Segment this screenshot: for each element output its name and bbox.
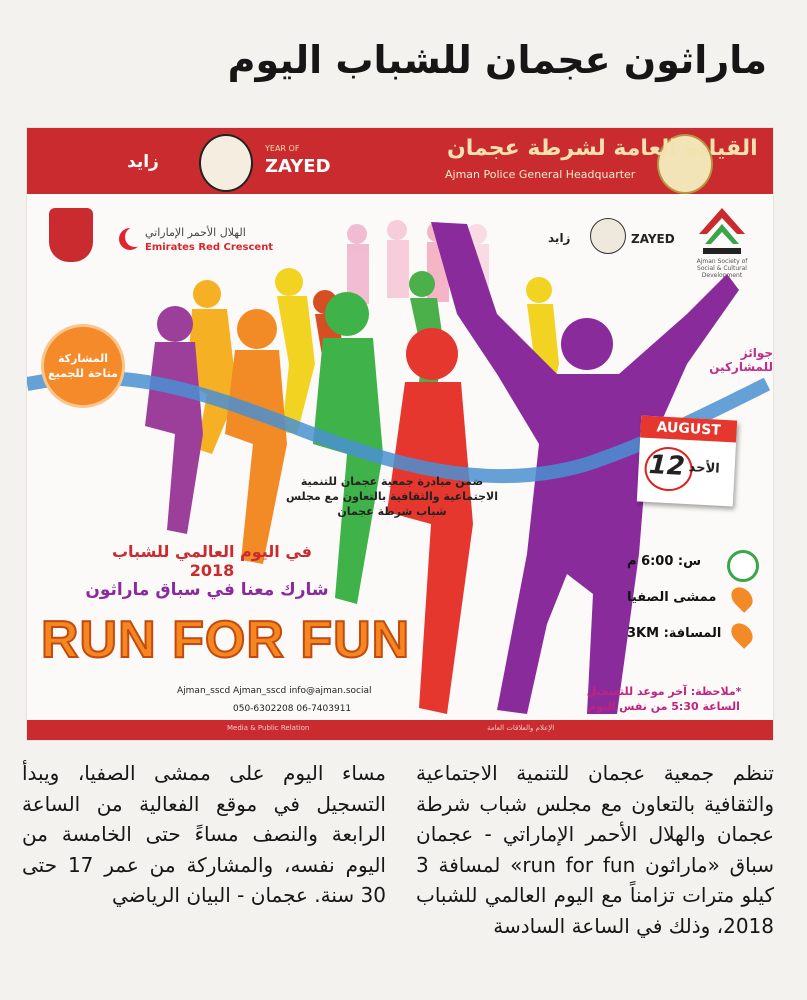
article-column-left: مساء اليوم على ممشى الصفيا، ويبدأ التسجيل في موقع الفعالية من الساعة الرابعة والنصف مساءً حتى الخامسة من اليوم نفسه، والمشاركة من عمر 17 حتى 30 سنة. عجمان - البيان الرياضي <box>22 761 386 907</box>
headline: ماراثون عجمان للشباب اليوم <box>227 38 767 82</box>
red-crescent-icon <box>119 228 141 250</box>
open-participation-badge: المشاركة متاحة للجميع <box>41 324 125 408</box>
bleed-through-text <box>0 0 807 40</box>
run-for-fun-title: RUN FOR FUN <box>41 611 411 669</box>
red-crescent-ar: الهلال الأحمر الإماراتي <box>145 226 246 239</box>
calendar-day-number: 12 <box>647 450 686 482</box>
footer-media-en: Media & Public Relation <box>227 724 310 732</box>
ministry-name: Ajman Society of Social & Cultural Development <box>696 258 748 279</box>
ministry-logo-icon <box>695 204 749 258</box>
poster-footer-banner <box>27 720 773 740</box>
social-handles: Ajman_sscd Ajman_sscd info@ajman.social <box>177 686 372 696</box>
join-us-text: شارك معنا في سباق ماراثون <box>85 580 329 600</box>
sheikh-zayed-portrait-icon <box>199 134 253 192</box>
calendar-day-name: الأحد <box>688 460 721 477</box>
registration-note: *ملاحظة: آخر موعد للتسجيل الساعة 5:30 من نفس اليوم <box>586 685 742 713</box>
calendar-icon <box>637 416 737 507</box>
poster-top-banner <box>27 128 773 194</box>
calendar-month: AUGUST <box>640 416 737 443</box>
zayed-small-en: ZAYED <box>631 232 675 246</box>
intl-youth-day: في اليوم العالمي للشباب 2018 <box>111 542 313 580</box>
society-logo-icon <box>49 208 93 262</box>
prizes-label: جوائز للمشاركين <box>709 346 773 374</box>
year-of-zayed-ar: زايد <box>127 152 159 172</box>
footer-media-ar: الإعلام والعلاقات العامة <box>487 724 555 732</box>
year-of-label: YEAR OF <box>265 144 300 153</box>
year-of-zayed-en: ZAYED <box>265 156 331 177</box>
event-distance: المسافة: 3KM <box>627 626 722 641</box>
police-name-en: Ajman Police General Headquarter <box>445 168 636 181</box>
clock-icon <box>727 550 759 582</box>
event-place: ممشى الصفيا <box>627 590 717 605</box>
initiative-text: ضمن مبادرة جمعية عجمان للتنمية الاجتماعية والثقافية بالتعاون مع مجلس شباب شرطة عجمان <box>285 475 499 518</box>
police-name-ar: القيادة العامة لشرطة عجمان <box>447 136 758 161</box>
event-time: س: 6:00 م <box>627 554 702 569</box>
zayed-small-ar: زايد <box>548 231 571 245</box>
event-poster <box>26 127 774 741</box>
article-column-right: تنظم جمعية عجمان للتنمية الاجتماعية والثقافية بالتعاون مع مجلس شباب شرطة عجمان والهلال الأحمر الإماراتي - عجمان سباق «ماراثون run for fun» لمسافة 3 كيلو مترات تزامناً مع اليوم العالمي للشباب 2018، وذلك في الساعة السادسة <box>416 761 775 938</box>
sheikh-zayed-small-icon <box>590 218 626 254</box>
red-crescent-en: Emirates Red Crescent <box>145 242 274 253</box>
phone-numbers: 050-6302208 06-7403911 <box>233 704 352 714</box>
